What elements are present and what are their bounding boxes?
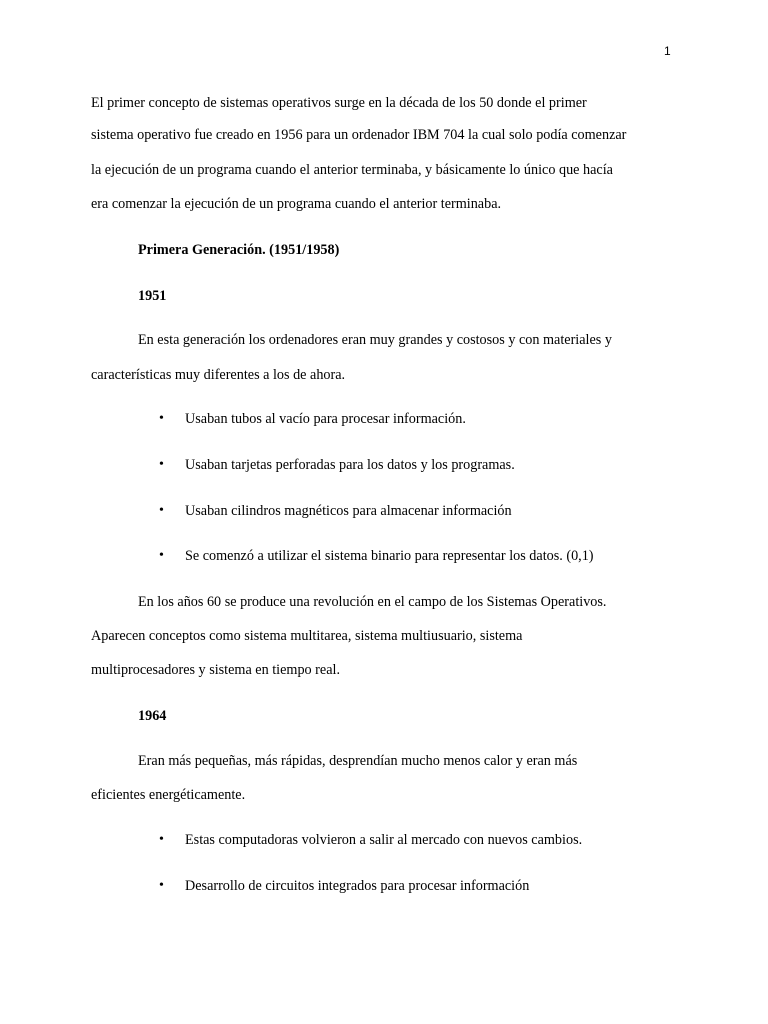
bullet-dot: • — [159, 878, 164, 893]
bullet-dot: • — [159, 457, 164, 472]
intro-line: El primer concepto de sistemas operativos surge en la década de los 50 donde el primer — [91, 95, 587, 111]
year-heading: 1951 — [138, 288, 167, 304]
bullet-text: Usaban tubos al vacío para procesar información. — [185, 411, 466, 427]
paragraph-line: En esta generación los ordenadores eran muy grandes y costosos y con materiales y — [138, 332, 612, 348]
paragraph-line: Eran más pequeñas, más rápidas, desprendían mucho menos calor y eran más — [138, 753, 578, 769]
paragraph-line: eficientes energéticamente. — [91, 787, 246, 803]
paragraph-line: características muy diferentes a los de ahora. — [91, 367, 346, 383]
bullet-dot: • — [159, 411, 164, 426]
page-number: 1 — [664, 44, 671, 58]
intro-line: era comenzar la ejecución de un programa cuando el anterior terminaba. — [91, 196, 502, 212]
intro-line: sistema operativo fue creado en 1956 para un ordenador IBM 704 la cual solo podía comenzar — [91, 127, 627, 143]
intro-line: la ejecución de un programa cuando el anterior terminaba, y básicamente lo único que hacía — [91, 162, 613, 178]
bullet-dot: • — [159, 832, 164, 847]
section-heading: Primera Generación. (1951/1958) — [138, 242, 340, 258]
bullet-text: Estas computadoras volvieron a salir al mercado con nuevos cambios. — [185, 832, 583, 848]
year-heading: 1964 — [138, 708, 167, 724]
bullet-dot: • — [159, 503, 164, 518]
bullet-text: Usaban cilindros magnéticos para almacenar información — [185, 503, 512, 519]
paragraph-line: multiprocesadores y sistema en tiempo real. — [91, 662, 340, 678]
paragraph-line: En los años 60 se produce una revolución en el campo de los Sistemas Operativos. — [138, 594, 607, 610]
paragraph-line: Aparecen conceptos como sistema multitarea, sistema multiusuario, sistema — [91, 628, 523, 644]
bullet-dot: • — [159, 548, 164, 563]
bullet-text: Usaban tarjetas perforadas para los datos y los programas. — [185, 457, 515, 473]
bullet-text: Se comenzó a utilizar el sistema binario para representar los datos. (0,1) — [185, 548, 594, 564]
bullet-text: Desarrollo de circuitos integrados para procesar información — [185, 878, 530, 894]
